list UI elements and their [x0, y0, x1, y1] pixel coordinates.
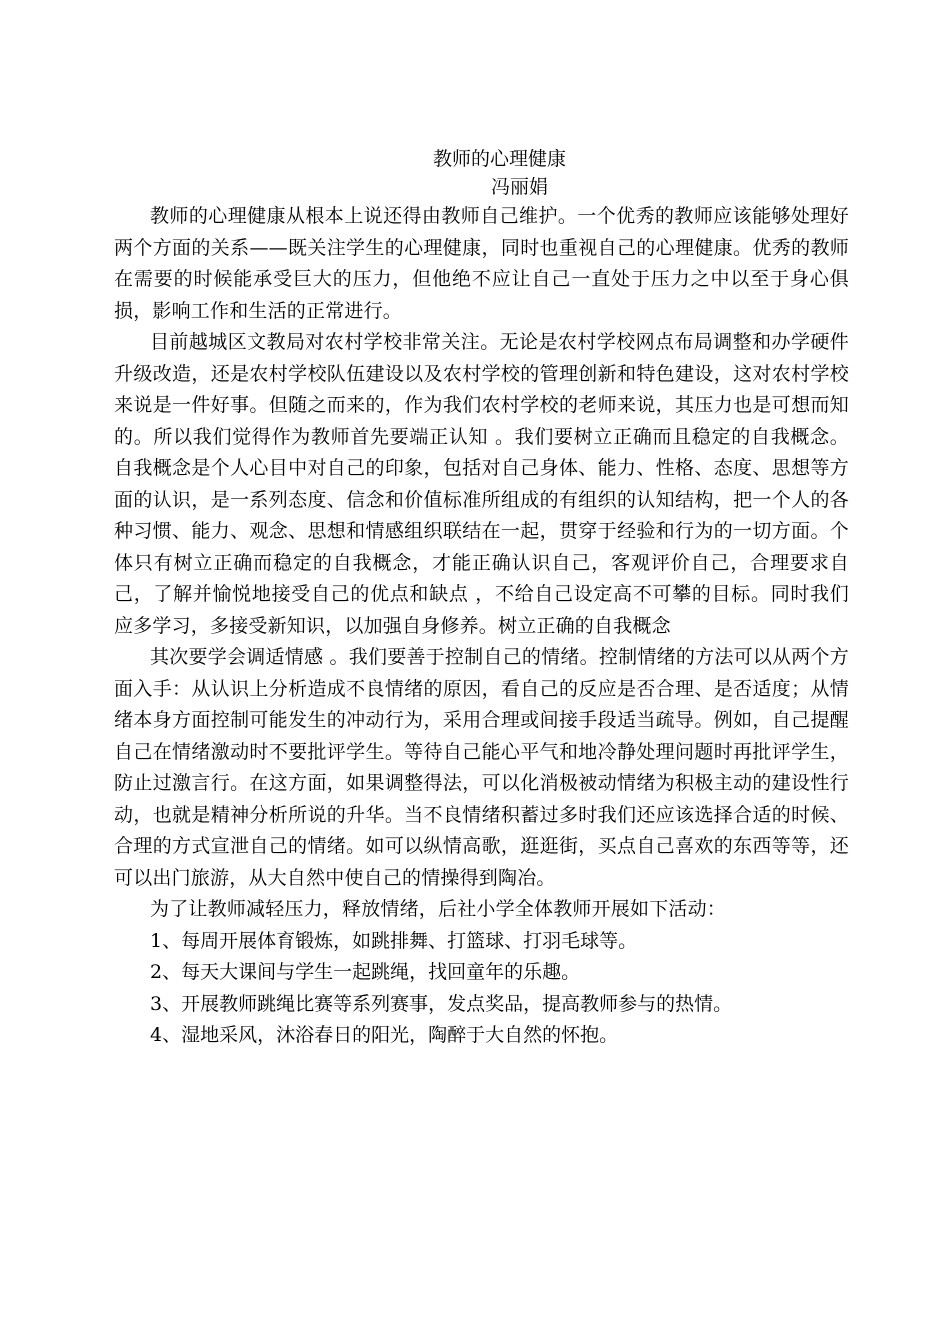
paragraph-self-concept: 目前越城区文教局对农村学校非常关注。无论是农村学校网点布局调整和办学硬件升级改造，还是农村学校队伍建设以及农村学校的管理创新和特色建设，这对农村学校来说是一件好事。但随之而来的，作为我们农村学校的老师来说，其压力也是可想而知的。所以我们觉得作为教师首先要端正认知 。我们要树立正确而且稳定的自我概念。自我概念是个人心目中对自己的印象，包括对自己身体、能力、性格、态度、思想等方面的认识，是一系列态度、信念和价值标准所组成的有组织的认知结构，把一个人的各种习惯、能力、观念、思想和情感组织联结在一起，贯穿于经验和行为的一切方面。个体只有树立正确而稳定的自我概念，才能正确认识自己，客观评价自己，合理要求自己，了解并愉悦地接受自己的优点和缺点 ，不给自己设定高不可攀的目标。同时我们应多学习，多接受新知识，以加强自身修养。树立正确的自我概念: [114, 331, 849, 637]
list-item: 3、开展教师跳绳比赛等系列赛事，发点奖品，提高教师参与的热情。: [150, 992, 733, 1015]
list-item: 4、湿地采风，沐浴春日的阳光，陶醉于大自然的怀抱。: [150, 1024, 619, 1046]
document-title: 教师的心理健康: [432, 148, 566, 170]
paragraph-intro: 教师的心理健康从根本上说还得由教师自己维护。一个优秀的教师应该能够处理好两个方面的关系——既关注学生的心理健康，同时也重视自己的心理健康。优秀的教师在需要的时候能承受巨大的压力，但他绝不应让自己一直处于压力之中以至于身心俱损，影响工作和生活的正常进行。: [114, 205, 849, 322]
paragraph-emotion-regulation: 其次要学会调适情感 。我们要善于控制自己的情绪。控制情绪的方法可以从两个方面入手：从认识上分析造成不良情绪的原因，看自己的反应是否合理、是否适度；从情绪本身方面控制可能发生的冲动行为，采用合理或间接手段适当疏导。例如，自己提醒自己在情绪激动时不要批评学生。等待自己能心平气和地冷静处理问题时再批评学生，防止过激言行。在这方面，如果调整得法，可以化消极被动情绪为积极主动的建设性行动，也就是精神分析所说的升华。当不良情绪积蓄过多时我们还应该选择合适的时候、合理的方式宣泄自己的情绪。如可以纵情高歌，逛逛街，买点自己喜欢的东西等等，还可以出门旅游，从大自然中使自己的情操得到陶冶。: [114, 646, 849, 889]
document-author: 冯丽娟: [490, 176, 548, 198]
paragraph-activities-intro: 为了让教师减轻压力，释放情绪，后社小学全体教师开展如下活动：: [150, 898, 727, 920]
document-page: [114, 145, 849, 1052]
activities-list: [114, 926, 849, 1052]
list-item: 2、每天大课间与学生一起跳绳，找回童年的乐趣。: [150, 961, 581, 983]
list-item: 1、每周开展体育锻炼，如跳排舞、打篮球、打羽毛球等。: [150, 929, 638, 952]
